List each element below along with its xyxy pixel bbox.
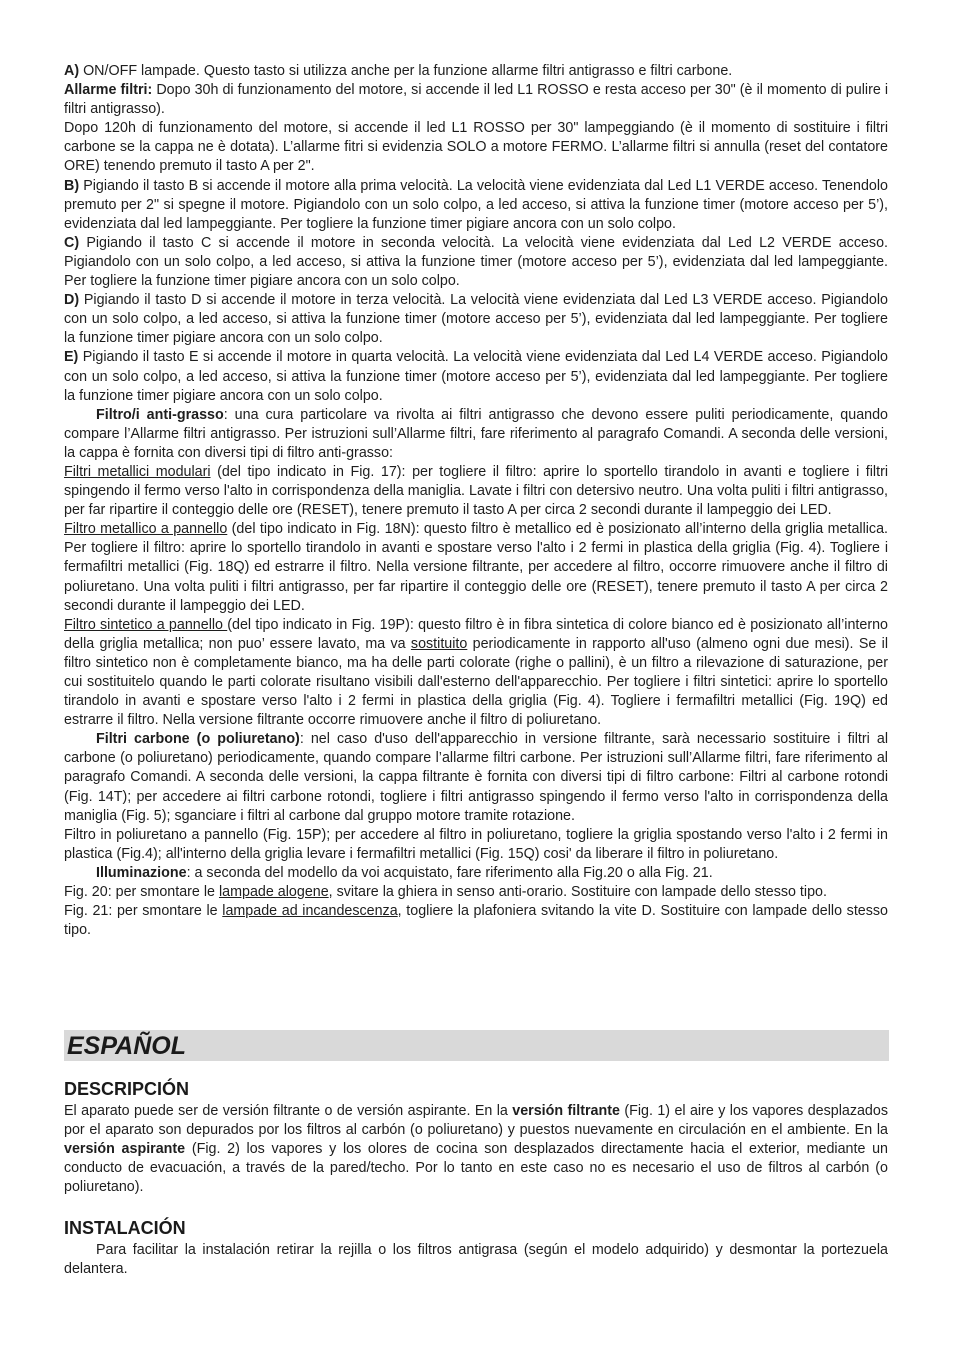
- section-title: ESPAÑOL: [67, 1032, 186, 1060]
- paragraph-instalacion: Para facilitar la instalación retirar la rejilla o los filtros antigrasa (según el modelo adquirido) y desmontar la portezuela delantera.: [64, 1242, 888, 1278]
- paragraph-lighting: Illuminazione: a seconda del modello da voi acquistato, fare riferimento alla Fig.20 o alla Fig. 21.: [96, 864, 713, 881]
- paragraph-fig21: Fig. 21: per smontare le lampade ad incandescenza, togliere la plafoniera svitando la vite D. Sostituire con lampade dello stesso tipo.: [64, 903, 888, 939]
- paragraph-e-speed: E) Pigiando il tasto E si accende il motore in quarta velocità. La velocità viene evidenziata dal Led L4 VERDE acceso. Pigiandolo con un solo colpo, a led acceso, si attiva la funzione timer (motore acceso per 5’), evidenziata dal led lampeggiante. Per togliere la funzione timer pigiare ancora con un solo colpo.: [64, 349, 888, 404]
- paragraph-synthetic-filter: Filtro sintetico a pannello (del tipo indicato in Fig. 19P): questo filtro è in fibra sintetica di colore bianco ed è posizionato all’interno della griglia metallica; non puo’ essere lavato, ma va sostituito periodicamente in rapporto all'uso (almeno ogni due mesi). Se il filtro sintetico non è completamente bianco, ma ha delle parti colorate (righe o pallini), è un filtro a rilevazione di saturazione, per cui sostituitelo quando le parti colorate risultano visibili dall'esterno dell'apparecchio. Per togliere i filtri sintetici: aprire lo sportello tirandolo in avanti e spostare verso l'alto i 2 fermi in plastica della griglia (Fig. 4). Togliere i fermafiltri metallici (Fig. 19Q) ed estrarre il filtro. Nella versione filtrante occorre rimuovere anche il filtro di poliuretano.: [64, 616, 888, 729]
- paragraph-fig20: Fig. 20: per smontare le lampade alogene, svitare la ghiera in senso anti-orario. Sostituire con lampade dello stesso tipo.: [64, 884, 827, 901]
- italian-instructions: [64, 62, 888, 940]
- section-header-band: [64, 1030, 889, 1061]
- paragraph-filter-alarm: Allarme filtri: Dopo 30h di funzionamento del motore, si accende il led L1 ROSSO e resta acceso per 30" (è il momento di pulire i filtri antigrasso).: [64, 82, 889, 118]
- paragraph-b-speed: B) Pigiando il tasto B si accende il motore alla prima velocità. La velocità viene evidenziata dal Led L1 VERDE acceso. Tenendolo premuto per 2" si spegne il motore. Pigiandolo con un solo colpo, a led acceso, si attiva la funzione timer (motore acceso per 5’), evidenziata dal led lampeggiante. Per togliere la funzione timer pigiare ancora con un solo colpo.: [64, 177, 888, 232]
- paragraph-grease-filters: Filtro/i anti-grasso: una cura particolare va rivolta ai filtri antigrasso che devono essere puliti periodicamente, quando compare l’Allarme filtri antigrasso. Per istruzioni sull’Allarme filtri, fare riferimento al paragrafo Comandi. A seconda delle versioni, la cappa è fornita con diversi tipi di filtro anti-grasso:: [64, 406, 888, 461]
- paragraph-carbon-alarm: Dopo 120h di funzionamento del motore, si accende il led L1 ROSSO per 30" lampeggiando (è il momento di sostituire i filtri carbone se la cappa ne è dotata). L’allarme fitri si evidenzia SOLO a motore FERMO. L’allarme filtri si annulla (reset del contatore ORE) tenendo premuto il tasto A per 2".: [64, 120, 888, 175]
- heading-descripcion: DESCRIPCIÓN: [64, 1079, 190, 1099]
- paragraph-modular-filters: Filtri metallici modulari (del tipo indicato in Fig. 17): per togliere il filtro: aprire lo sportello tirandolo in avanti e togliere i filtri spingendo il fermo verso l'alto in corrispondenza della maniglia. Lavate i filtri con detersivo neutro. Una volta puliti i filtri antigrasso, per far ripartire il conteggio delle ore (RESET), tenere premuto il tasto A per circa 2 secondi durante il lampeggio dei LED.: [64, 463, 889, 519]
- paragraph-carbon-filters: Filtri carbone (o poliuretano): nel caso d'uso dell'apparecchio in versione filtrante, sarà necessario sostituire i filtri al carbone (o poliuretano) periodicamente, quando compare l’allarme filtri carbone. Per istruzioni sull’Allarme filtri, fare riferimento al paragrafo Comandi. A seconda delle versioni, la cappa filtrante è fornita con diversi tipi di filtro carbone: Filtri al carbone rotondi (Fig. 14T); per accedere ai filtri carbone rotondi, togliere i filtri antigrasso spingendo il fermo verso l'alto in corrispondenza della maniglia (Fig. 5); sganciare i filtri al carbone dal gruppo motore tramite rotazione.: [64, 731, 888, 824]
- paragraph-c-speed: C) Pigiando il tasto C si accende il motore in seconda velocità. La velocità viene evidenziata dal Led L2 VERDE acceso. Pigiandolo con un solo colpo, a led acceso, si attiva la funzione timer (motore acceso per 5’), evidenziata dal led lampeggiante. Per togliere la funzione timer pigiare ancora con un solo colpo.: [64, 234, 888, 290]
- heading-instalacion: INSTALACIÓN: [64, 1218, 186, 1238]
- paragraph-panel-metal-filter: Filtro metallico a pannello (del tipo indicato in Fig. 18N): questo filtro è metallico ed è posizionato all’interno della griglia metallica. Per togliere il filtro: aprire lo sportello tirandolo in avanti e spostare verso l'alto i 2 fermi in plastica della griglia (Fig. 4). Togliere i fermafiltri metallici (Fig. 18Q) ed estrarre il filtro. Nella versione filtrante, per accedere al filtro, occorre rimuovere anche il filtro di poliuretano. Una volta puliti i filtri antigrasso, per far ripartire il conteggio delle ore (RESET), tenere premuto il tasto A per circa 2 secondi durante il lampeggio dei LED.: [64, 521, 888, 614]
- paragraph-descripcion: El aparato puede ser de versión filtrante o de versión aspirante. En la versión filtrante (Fig. 1) el aire y los vapores desplazados por el aparato son depurados por los filtros al carbón (o poliuretano) y puestos nuevamente en circulación en el ambiente. En la versión aspirante (Fig. 2) los vapores y los olores de cocina son desplazados directamente hacia el exterior, mediante un conducto de evacuación, a través de la pared/techo. Por lo tanto en este caso no es necesario el uso de filtros al carbón (o poliuretano).: [64, 1103, 889, 1196]
- paragraph-d-speed: D) Pigiando il tasto D si accende il motore in terza velocità. La velocità viene evidenziata dal Led L3 VERDE acceso. Pigiandolo con un solo colpo, a led acceso, si attiva la funzione timer (motore acceso per 5’), evidenziata dal led lampeggiante. Per togliere la funzione timer pigiare ancora con un solo colpo.: [64, 292, 888, 347]
- paragraph-a-lamps: A) ON/OFF lampade. Questo tasto si utilizza anche per la funzione allarme filtri antigrasso e filtri carbone.: [64, 63, 733, 79]
- paragraph-polyurethane-filter: Filtro in poliuretano a pannello (Fig. 15P); per accedere al filtro in poliuretano, togliere la griglia spostando verso l'alto i 2 fermi in plastica (Fig.4); all'interno della griglia levare i fermafiltri metallici (Fig. 15Q) cosi' da liberare il filtro in poliuretano.: [64, 826, 888, 862]
